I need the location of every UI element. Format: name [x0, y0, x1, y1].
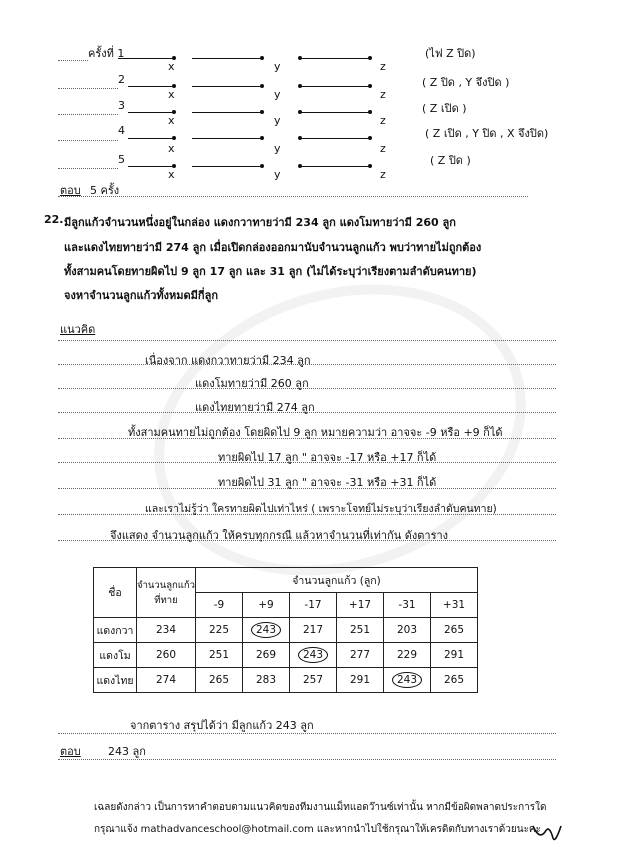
round-note: ( Z เปิด ) [422, 102, 467, 115]
work-line: แดงโมทายว่ามี 260 ลูก [195, 377, 309, 390]
cell: 251 [337, 618, 384, 643]
row-guess: 260 [137, 643, 196, 668]
cell: 265 [196, 668, 243, 693]
work-line: ทั้งสามคนทายไม่ถูกต้อง โดยผิดไป 9 ลูก หมายความว่า อาจจะ -9 หรือ +9 ก็ได้ [128, 426, 503, 439]
cell [243, 618, 290, 643]
col-header: +31 [431, 593, 478, 618]
footer-line: กรุณาแจ้ง mathadvanceschool@hotmail.com และหากนำไปใช้กรุณาให้เครดิตกับทางเราด้วยนะคะ [94, 824, 541, 835]
name-header: ชื่อ [94, 568, 137, 618]
row-name: แดงโม [94, 643, 137, 668]
circled-cell: 243 [251, 622, 281, 638]
switch-x-label: x [168, 168, 175, 181]
circled-cell: 243 [392, 672, 422, 688]
cell: 291 [337, 668, 384, 693]
switch-y-label: y [274, 142, 281, 155]
work-line: แดงไทยทายว่ามี 274 ลูก [195, 401, 315, 414]
method-heading: แนวคิด [60, 323, 96, 336]
work-line: จึงแสดง จำนวนลูกแก้ว ให้ครบทุกกรณี แล้วหาจำนวนที่เท่ากัน ดังตาราง [110, 529, 449, 542]
round-note: ( Z ปิด , Y จึงปิด ) [422, 76, 510, 89]
cell: 265 [431, 618, 478, 643]
round-note: ( Z ปิด ) [430, 154, 471, 167]
marbles-header: จำนวนลูกแก้ว (ลูก) [196, 568, 478, 593]
switch-y-label: y [274, 60, 281, 73]
answer-text: 5 ครั้ง [90, 184, 120, 197]
cell: 203 [384, 618, 431, 643]
switch-y-label: y [274, 88, 281, 101]
signature-mark [527, 818, 567, 846]
row-name: แดงไทย [94, 668, 137, 693]
table-row [94, 643, 478, 668]
round-note: ( Z เปิด , Y ปิด , X จึงปิด) [425, 127, 549, 140]
round-label: 3 [118, 99, 125, 112]
switch-x-label: x [168, 88, 175, 101]
cell: 217 [290, 618, 337, 643]
guess-header: จำนวนลูกแก้วที่ทาย [137, 568, 196, 618]
marble-table [93, 567, 478, 693]
work-line: และเราไม่รู้ว่า ใครทายผิดไปเท่าไหร่ ( เพราะโจทย์ไม่ระบุว่าเรียงลำดับคนทาย) [145, 503, 497, 515]
cell [384, 668, 431, 693]
switch-z-label: z [380, 60, 386, 73]
round-label: 5 [118, 153, 125, 166]
col-header: -31 [384, 593, 431, 618]
row-name: แดงกวา [94, 618, 137, 643]
table-row [94, 618, 478, 643]
cell: 283 [243, 668, 290, 693]
answer-label: ตอบ [60, 184, 81, 197]
round-label: ครั้งที่ 1 [88, 47, 125, 60]
switch-z-label: z [380, 114, 386, 127]
switch-x-label: x [168, 142, 175, 155]
switch-y-label: y [274, 168, 281, 181]
round-note: (ไฟ Z ปิด) [425, 47, 476, 60]
answer-label: ตอบ [60, 745, 81, 758]
col-header: +9 [243, 593, 290, 618]
col-header: +17 [337, 593, 384, 618]
answer-text: 243 ลูก [108, 745, 146, 758]
cell: 277 [337, 643, 384, 668]
row-guess: 274 [137, 668, 196, 693]
switch-y-label: y [274, 114, 281, 127]
footer-line: เฉลยดังกล่าว เป็นการหาคำตอบตามแนวคิดของทีมงานแม็ทแอดว๊านซ์เท่านั้น หากมีข้อผิดพลาดประการใด [94, 802, 547, 813]
problem-line: และแดงไทยทายว่ามี 274 ลูก เมื่อเปิดกล่องออกมานับจำนวนลูกแก้ว พบว่าทายไม่ถูกต้อง [64, 241, 482, 254]
cell: 257 [290, 668, 337, 693]
switch-x-label: x [168, 60, 175, 73]
cell: 269 [243, 643, 290, 668]
work-line: เนื่องจาก แดงกวาทายว่ามี 234 ลูก [145, 354, 311, 367]
problem-number: 22. [44, 213, 64, 226]
work-line: ทายผิดไป 31 ลูก " อาจจะ -31 หรือ +31 ก็ได้ [218, 476, 437, 489]
row-guess: 234 [137, 618, 196, 643]
cell [290, 643, 337, 668]
cell: 251 [196, 643, 243, 668]
switch-z-label: z [380, 168, 386, 181]
conclusion: จากตาราง สรุปได้ว่า มีลูกแก้ว 243 ลูก [130, 719, 314, 732]
problem-line: ทั้งสามคนโดยทายผิดไป 9 ลูก 17 ลูก และ 31 ลูก (ไม่ได้ระบุว่าเรียงตามลำดับคนทาย) [64, 265, 477, 278]
switch-z-label: z [380, 88, 386, 101]
col-header: -17 [290, 593, 337, 618]
col-header: -9 [196, 593, 243, 618]
problem-line: จงหาจำนวนลูกแก้วทั้งหมดมีกี่ลูก [64, 289, 218, 302]
circled-cell: 243 [298, 647, 328, 663]
cell: 225 [196, 618, 243, 643]
cell: 229 [384, 643, 431, 668]
cell: 265 [431, 668, 478, 693]
switch-x-label: x [168, 114, 175, 127]
work-line: ทายผิดไป 17 ลูก " อาจจะ -17 หรือ +17 ก็ได้ [218, 451, 437, 464]
table-row [94, 668, 478, 693]
round-label: 2 [118, 73, 125, 86]
round-label: 4 [118, 124, 125, 137]
switch-z-label: z [380, 142, 386, 155]
problem-line: มีลูกแก้วจำนวนหนึ่งอยู่ในกล่อง แดงกวาทายว่ามี 234 ลูก แดงโมทายว่ามี 260 ลูก [64, 216, 456, 229]
cell: 291 [431, 643, 478, 668]
